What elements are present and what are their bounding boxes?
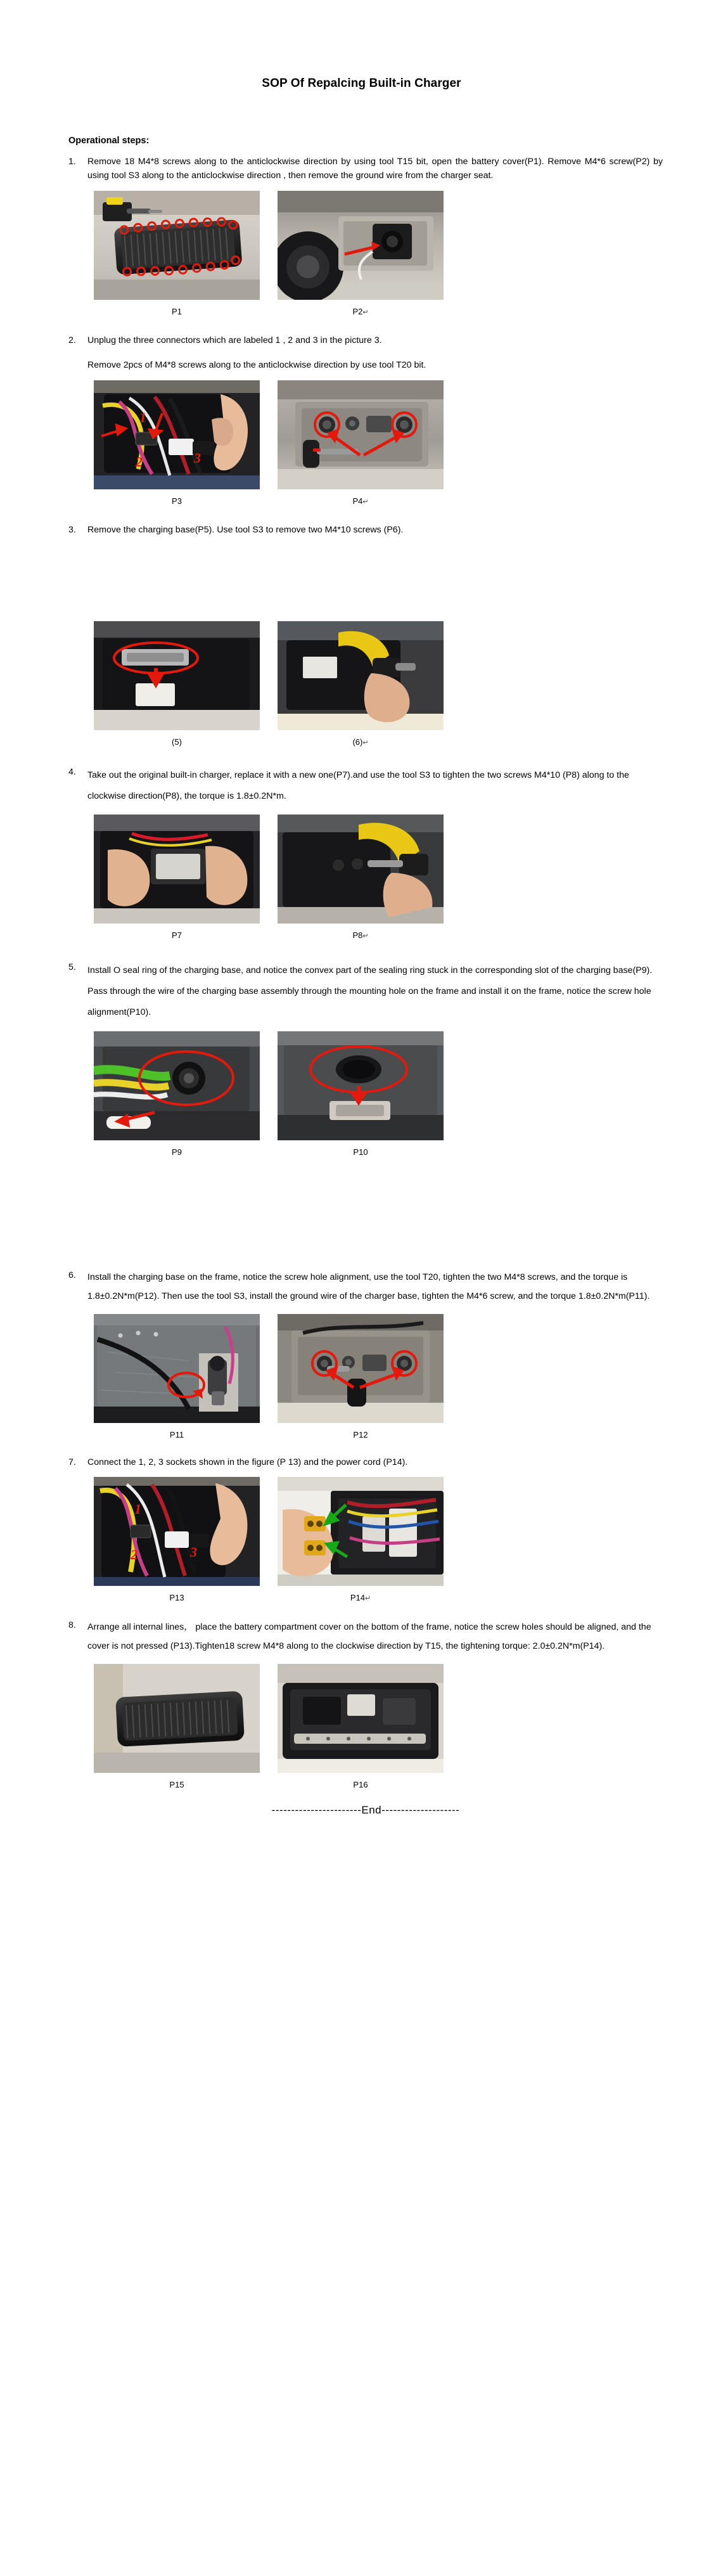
step-7-number: 7. [68, 1457, 76, 1467]
figure-row-p7-p8 [94, 815, 663, 941]
figure-p12-image [278, 1314, 444, 1423]
figure-p7-caption: P7 [172, 931, 182, 941]
svg-text:2: 2 [131, 1547, 138, 1563]
step-7-body [87, 1455, 663, 1470]
step-8-number: 8. [68, 1620, 76, 1631]
figure-p1-caption: P1 [172, 306, 182, 316]
figure-row-p11-p12 [94, 1314, 663, 1440]
figure-p4-caption: P4↵ [352, 496, 369, 506]
figure-p12-caption: P12 [353, 1429, 368, 1439]
step-4-body [87, 765, 663, 808]
step-5-number: 5. [68, 962, 76, 972]
step-2-text: Unplug the three connectors which are labeled 1 , 2 and 3 in the picture 3. [87, 335, 382, 346]
step-2-number: 2. [68, 335, 76, 346]
end-marker: -----------------------End-------------------- [271, 1803, 460, 1816]
figure-p3-image [94, 380, 260, 489]
figure-5-caption: (5) [172, 737, 182, 747]
figure-p7 [94, 815, 260, 941]
figure-p16-image [278, 1664, 444, 1773]
document-content [0, 99, 723, 1860]
photo-ground-wire-screw [278, 191, 444, 300]
step-2 [68, 333, 663, 372]
figure-p3 [94, 380, 260, 506]
figure-p16-caption: P16 [353, 1780, 368, 1790]
step-2-text-extra: Remove 2pcs of M4*8 screws along to the anticlockwise direction by use tool T20 bit. [87, 359, 426, 370]
figure-p9-image [94, 1031, 260, 1140]
step-3-text: Remove the charging base(P5). Use tool S3 to remove two M4*10 screws (P6). [87, 524, 404, 535]
figure-p14-image [278, 1477, 444, 1586]
step-5 [68, 960, 663, 1024]
figure-row-p13-p14 [94, 1477, 663, 1603]
photo-two-m4x8-screws [278, 380, 444, 489]
document-page [0, 8, 723, 2576]
step-1-number: 1. [68, 156, 76, 167]
step-8 [68, 1618, 663, 1656]
figure-row-p3-p4 [94, 380, 663, 506]
figure-row-p9-p10 [94, 1031, 663, 1157]
figure-p15-image [94, 1664, 260, 1773]
figure-p7-image [94, 815, 260, 924]
spacer-after-p9-p10 [68, 1157, 663, 1268]
figure-p10 [278, 1031, 444, 1157]
step-5-text: Install O seal ring of the charging base, and notice the convex part of the sealing ring stuck in the corresponding slot of the charging base(P9). Pass through the wire of the charging base assembly through the mounting hole on the frame and install it on the frame, notice the screw hole alignment(P10). [87, 965, 653, 1018]
photo-power-cord-connectors [278, 1477, 444, 1586]
svg-text:2: 2 [136, 453, 143, 470]
photo-ground-wire-m4x6-screw [94, 1314, 260, 1423]
figure-p4-image [278, 380, 444, 489]
step-8-text: Arrange all internal lines， place the battery compartment cover on the bottom of the frame, notice the screw holes should be aligned, and the cover is not pressed (P13).Tighten18 screw M4*8 along to the clockwise direction by T15, the tightening torque: 2.0±0.2N*m(P14). [87, 1622, 651, 1652]
svg-text:3: 3 [190, 1544, 197, 1561]
operational-steps-heading: Operational steps: [68, 136, 150, 146]
figure-p10-caption: P10 [353, 1147, 368, 1157]
step-6 [68, 1268, 663, 1306]
photo-o-seal-ring [94, 1031, 260, 1140]
photo-three-connectors [94, 380, 260, 489]
figure-row-5-6 [94, 621, 663, 747]
svg-text:1: 1 [134, 1501, 141, 1517]
figure-p10-image [278, 1031, 444, 1140]
figure-p15-caption: P15 [169, 1780, 184, 1790]
figure-p11-caption: P11 [169, 1429, 184, 1439]
step-5-body [87, 960, 663, 1024]
step-3-number: 3. [68, 524, 76, 535]
spacer-after-step-3 [68, 538, 663, 614]
figure-p1 [94, 191, 260, 317]
figure-p2-image [278, 191, 444, 300]
step-1-text: Remove 18 M4*8 screws along to the anticlockwise direction by using tool T15 bit, open the battery cover(P1). Remove M4*6 screw(P2) by using tool S3 along to the anticlockwise direction , then remove the ground wire from the charger seat. [87, 156, 663, 181]
figure-row-p15-p16 [94, 1664, 663, 1790]
figure-6-caption: (6)↵ [352, 737, 369, 747]
step-7-text: Connect the 1, 2, 3 sockets shown in the figure (P 13) and the power cord (P14). [87, 1457, 408, 1467]
step-4-number: 4. [68, 766, 76, 777]
svg-text:1: 1 [139, 409, 146, 425]
step-6-text: Install the charging base on the frame, notice the screw hole alignment, use the tool T20, tighten the two M4*8 screws, and the torque is 1.8±0.2N*m(P12). Then use the tool S3, install the ground wire of the charger base, tighten the M4*6 screw, and the torque 1.8±0.2N*m(P11). [87, 1272, 650, 1302]
figure-p8-image [278, 815, 444, 924]
figure-5-image [94, 621, 260, 730]
figure-6 [278, 621, 444, 747]
step-3-body [87, 523, 663, 538]
figure-p13 [94, 1477, 260, 1603]
figure-p14 [278, 1477, 444, 1603]
photo-mounting-hole-alignment [278, 1031, 444, 1140]
svg-text:3: 3 [194, 449, 201, 466]
figure-5 [94, 621, 260, 747]
figure-p8-caption: P8↵ [352, 931, 369, 941]
step-6-number: 6. [68, 1270, 76, 1281]
figure-p1-image [94, 191, 260, 300]
figure-p13-image [94, 1477, 260, 1586]
photo-two-m4x10-screws-removal [278, 621, 444, 730]
figure-p11 [94, 1314, 260, 1440]
figure-6-image [278, 621, 444, 730]
step-3 [68, 523, 663, 538]
figure-p2-caption: P2↵ [352, 306, 369, 316]
photo-connect-123-sockets [94, 1477, 260, 1586]
photo-charging-base-removal [94, 621, 260, 730]
photo-replace-charger [94, 815, 260, 924]
figure-p12 [278, 1314, 444, 1440]
step-4 [68, 765, 663, 808]
photo-battery-cover-placed [94, 1664, 260, 1773]
step-1 [68, 155, 663, 183]
figure-p2 [278, 191, 444, 317]
photo-battery-cover-removal [94, 191, 260, 300]
step-6-body [87, 1268, 663, 1306]
page-title: SOP Of Repalcing Built-in Charger [262, 76, 461, 90]
figure-p13-caption: P13 [169, 1593, 184, 1603]
figure-p8 [278, 815, 444, 941]
figure-row-p1-p2 [94, 191, 663, 317]
figure-p9-caption: P9 [172, 1147, 182, 1157]
figure-p9 [94, 1031, 260, 1157]
figure-p15 [94, 1664, 260, 1790]
photo-tighten-screws-clockwise [278, 815, 444, 924]
figure-p3-caption: P3 [172, 496, 182, 506]
figure-p11-image [94, 1314, 260, 1423]
step-8-body [87, 1618, 663, 1656]
photo-cover-screw-tightening [278, 1664, 444, 1773]
figure-p16 [278, 1664, 444, 1790]
figure-p14-caption: P14↵ [350, 1593, 371, 1603]
step-4-text: Take out the original built-in charger, replace it with a new one(P7).and use the tool S3 to tighten the two screws M4*10 (P8) along to the clockwise direction(P8), the torque is 1.8±0.2N*m. [87, 770, 629, 802]
photo-tighten-two-m4x8-screws [278, 1314, 444, 1423]
figure-p4 [278, 380, 444, 506]
step-2-body [87, 333, 663, 372]
step-1-body [87, 155, 663, 183]
step-7 [68, 1455, 663, 1470]
